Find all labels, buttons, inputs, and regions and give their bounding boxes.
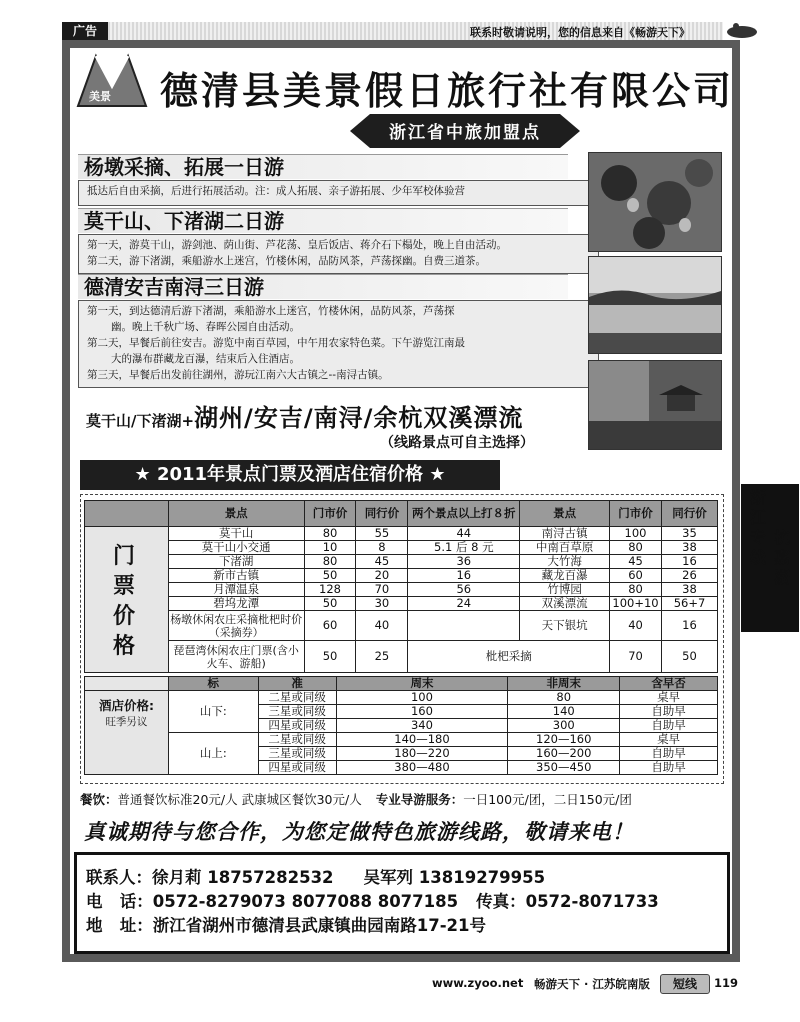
table-cell: 45 (610, 555, 662, 569)
table-cell: 二星或同级 (258, 691, 336, 705)
table-cell: 莫干山小交通 (168, 541, 304, 555)
ticket-price-label: 门 票 价 格 (112, 544, 135, 659)
table-cell: 30 (356, 597, 408, 611)
ticket-side-header (85, 501, 169, 527)
table-cell: 二星或同级 (258, 733, 336, 747)
th-trade-1: 同行价 (356, 501, 408, 527)
table-cell: 26 (662, 569, 718, 583)
table-cell (408, 611, 520, 641)
table-cell: 80 (508, 691, 620, 705)
side-tab-label-col2: 杭 嘉 湖 (773, 528, 790, 587)
hotel-price-label: 酒店价格: (98, 698, 154, 713)
table-cell: 自助早 (620, 747, 718, 761)
table-cell: 20 (356, 569, 408, 583)
area-cell: 山下: (168, 691, 258, 733)
table-cell: 杨墩休闲农庄采摘枇杷时价（采摘券） (170, 612, 303, 639)
footer-publication: 畅游天下 · 江苏皖南版 (534, 977, 650, 991)
table-cell: 160 (336, 705, 508, 719)
table-cell: 44 (408, 527, 520, 541)
table-cell: 55 (356, 527, 408, 541)
table-cell: 380—480 (336, 761, 508, 775)
th-standard-a: 标 (168, 677, 258, 691)
page-number: 119 (714, 976, 739, 990)
table-cell: 60 (610, 569, 662, 583)
table-cell: 25 (356, 641, 408, 673)
member-badge: 浙江省中旅加盟点 (389, 123, 541, 143)
route-title-1: 杨墩采摘、拓展一日游 (78, 154, 568, 179)
photo-pavilion (588, 360, 722, 450)
company-name: 德清县美景假日旅行社有限公司 (160, 68, 735, 113)
table-cell: 中南百草原 (520, 541, 610, 555)
table-cell: 38 (662, 541, 718, 555)
th-weekend: 周末 (336, 677, 508, 691)
hotel-side-header (85, 677, 169, 691)
footer-url: www.zyoo.net (432, 976, 524, 990)
slogan: 真诚期待与您合作，为您定做特色旅游线路，敬请来电！ (84, 819, 634, 844)
table-cell: 16 (408, 569, 520, 583)
table-cell: 50 (304, 597, 356, 611)
table-cell: 140—180 (336, 733, 508, 747)
table-cell: 300 (508, 719, 620, 733)
table-cell: 8 (356, 541, 408, 555)
table-cell: 藏龙百瀑 (520, 569, 610, 583)
table-cell: 16 (662, 555, 718, 569)
table-cell: 自助早 (620, 719, 718, 733)
table-cell: 50 (304, 569, 356, 583)
table-cell: 70 (610, 641, 662, 673)
table-cell: 100 (336, 691, 508, 705)
contact-phone: 电 话：0572-8279073 8077088 8077185 传真：0572-8071733 (86, 892, 659, 911)
table-cell: 350—450 (508, 761, 620, 775)
table-cell: 月潭温泉 (168, 583, 304, 597)
table-cell: 四星或同级 (258, 761, 336, 775)
hotel-side-cell (85, 691, 169, 775)
table-cell: 38 (662, 583, 718, 597)
photo-fruit-orchard (588, 152, 722, 252)
th-weekday: 非周末 (508, 677, 620, 691)
th-spot-2: 景点 (520, 501, 610, 527)
table-cell: 琵琶湾休闲农庄门票(含小火车、游船) (168, 641, 304, 673)
table-cell: 160—200 (508, 747, 620, 761)
th-discount: 两个景点以上打８折 (408, 501, 520, 527)
route-choice-note: （线路景点可自主选择） (380, 435, 534, 451)
ad-label: 广告 (62, 22, 108, 40)
table-cell: 自助早 (620, 705, 718, 719)
route-title-3: 德清安吉南浔三日游 (78, 274, 568, 299)
table-cell: 180—220 (336, 747, 508, 761)
th-trade-2: 同行价 (662, 501, 718, 527)
table-cell: 56 (408, 583, 520, 597)
table-cell: 80 (304, 527, 356, 541)
table-cell: 45 (356, 555, 408, 569)
table-cell: 100+10 (610, 597, 662, 611)
top-note: 联系时敬请说明，您的信息来自《畅游天下》 (470, 26, 690, 39)
table-cell: 自助早 (620, 761, 718, 775)
th-market-1: 门市价 (304, 501, 356, 527)
footer-section-tag: 短线 (660, 974, 710, 994)
table-cell: 50 (662, 641, 718, 673)
contact-person: 联系人：徐月莉 18757282532 吴军列 13819279955 (86, 868, 546, 887)
table-cell: 10 (304, 541, 356, 555)
table-cell: 80 (610, 541, 662, 555)
table-cell: 340 (336, 719, 508, 733)
table-cell: 80 (304, 555, 356, 569)
table-cell: 下渚湖 (168, 555, 304, 569)
table-cell: 大竹海 (520, 555, 610, 569)
price-section-title: ★ 2011年景点门票及酒店住宿价格 ★ (80, 460, 500, 490)
table-cell: 56+7 (662, 597, 718, 611)
table-cell: 桌早 (620, 691, 718, 705)
side-tab-label-col1: 浙 江 专 线 (749, 488, 766, 567)
meal-info: 餐饮：普通餐饮标准20元/人 武康城区餐饮30元/人 专业导游服务：一日100元/团，二日150元/团 (80, 792, 632, 807)
table-cell: 枇杷采摘 (408, 641, 610, 673)
table-cell: 16 (662, 611, 718, 641)
logo-text: 美景 (89, 90, 111, 103)
magazine-logo-icon (724, 20, 760, 40)
route-body-3: 第一天，到达德清后游下渚湖，乘船游水上迷宫，竹楼休闲，品防风茶，芦荡探 幽。晚上千秋广场、春晖公园自由活动。 第二天，早餐后前往安吉。游览中南百草园，中午用农家特色菜。下午游览江南最 大的瀑布群藏龙百瀑，结束后入住酒店。 第三天，早餐后出发前往湖州，游玩江南六大古镇之--南浔古镇。 (78, 300, 599, 388)
route-body-1: 抵达后自由采摘，后进行拓展活动。注：成人拓展、亲子游拓展、少年军校体验营 (78, 180, 599, 206)
table-cell: 双溪漂流 (520, 597, 610, 611)
table-cell: 天下银坑 (520, 611, 610, 641)
table-cell: 碧坞龙潭 (168, 597, 304, 611)
hotel-price-table (84, 676, 718, 775)
photo-lake (588, 256, 722, 354)
table-cell: 莫干山 (168, 527, 304, 541)
table-cell: 四星或同级 (258, 719, 336, 733)
th-market-2: 门市价 (610, 501, 662, 527)
hotel-season-note: 旺季另议 (105, 716, 148, 728)
headline: 莫干山/下渚湖+湖州/安吉/南浔/余杭双溪漂流 (86, 404, 524, 432)
table-cell: 60 (304, 611, 356, 641)
table-cell: 三星或同级 (258, 747, 336, 761)
th-standard-b: 准 (258, 677, 336, 691)
table-cell: 140 (508, 705, 620, 719)
route-body-2: 第一天，游莫干山，游剑池、荫山街、芦花荡、皇后饭店、蒋介石下榻处，晚上自由活动。 第二天，游下渚湖，乘船游水上迷宫，竹楼休闲，品防风茶，芦荡探幽。自费三道茶。 (78, 234, 599, 274)
table-cell: 40 (356, 611, 408, 641)
table-cell: 128 (304, 583, 356, 597)
th-breakfast: 含早否 (620, 677, 718, 691)
th-spot-1: 景点 (168, 501, 304, 527)
route-title-2: 莫干山、下渚湖二日游 (78, 208, 568, 233)
table-cell: 5.1 后 8 元 (408, 541, 520, 555)
ticket-price-table (84, 500, 718, 673)
table-cell: 新市古镇 (168, 569, 304, 583)
table-cell: 100 (610, 527, 662, 541)
table-cell: 70 (356, 583, 408, 597)
contact-address: 地 址：浙江省湖州市德清县武康镇曲园南路17-21号 (86, 916, 487, 935)
table-cell: 24 (408, 597, 520, 611)
table-cell: 36 (408, 555, 520, 569)
table-cell: 三星或同级 (258, 705, 336, 719)
table-cell: 40 (610, 611, 662, 641)
table-cell: 竹博园 (520, 583, 610, 597)
table-cell: 35 (662, 527, 718, 541)
table-cell: 桌早 (620, 733, 718, 747)
table-cell: 50 (304, 641, 356, 673)
area-cell: 山上: (168, 733, 258, 775)
table-cell: 南浔古镇 (520, 527, 610, 541)
table-cell: 80 (610, 583, 662, 597)
table-cell: 120—160 (508, 733, 620, 747)
